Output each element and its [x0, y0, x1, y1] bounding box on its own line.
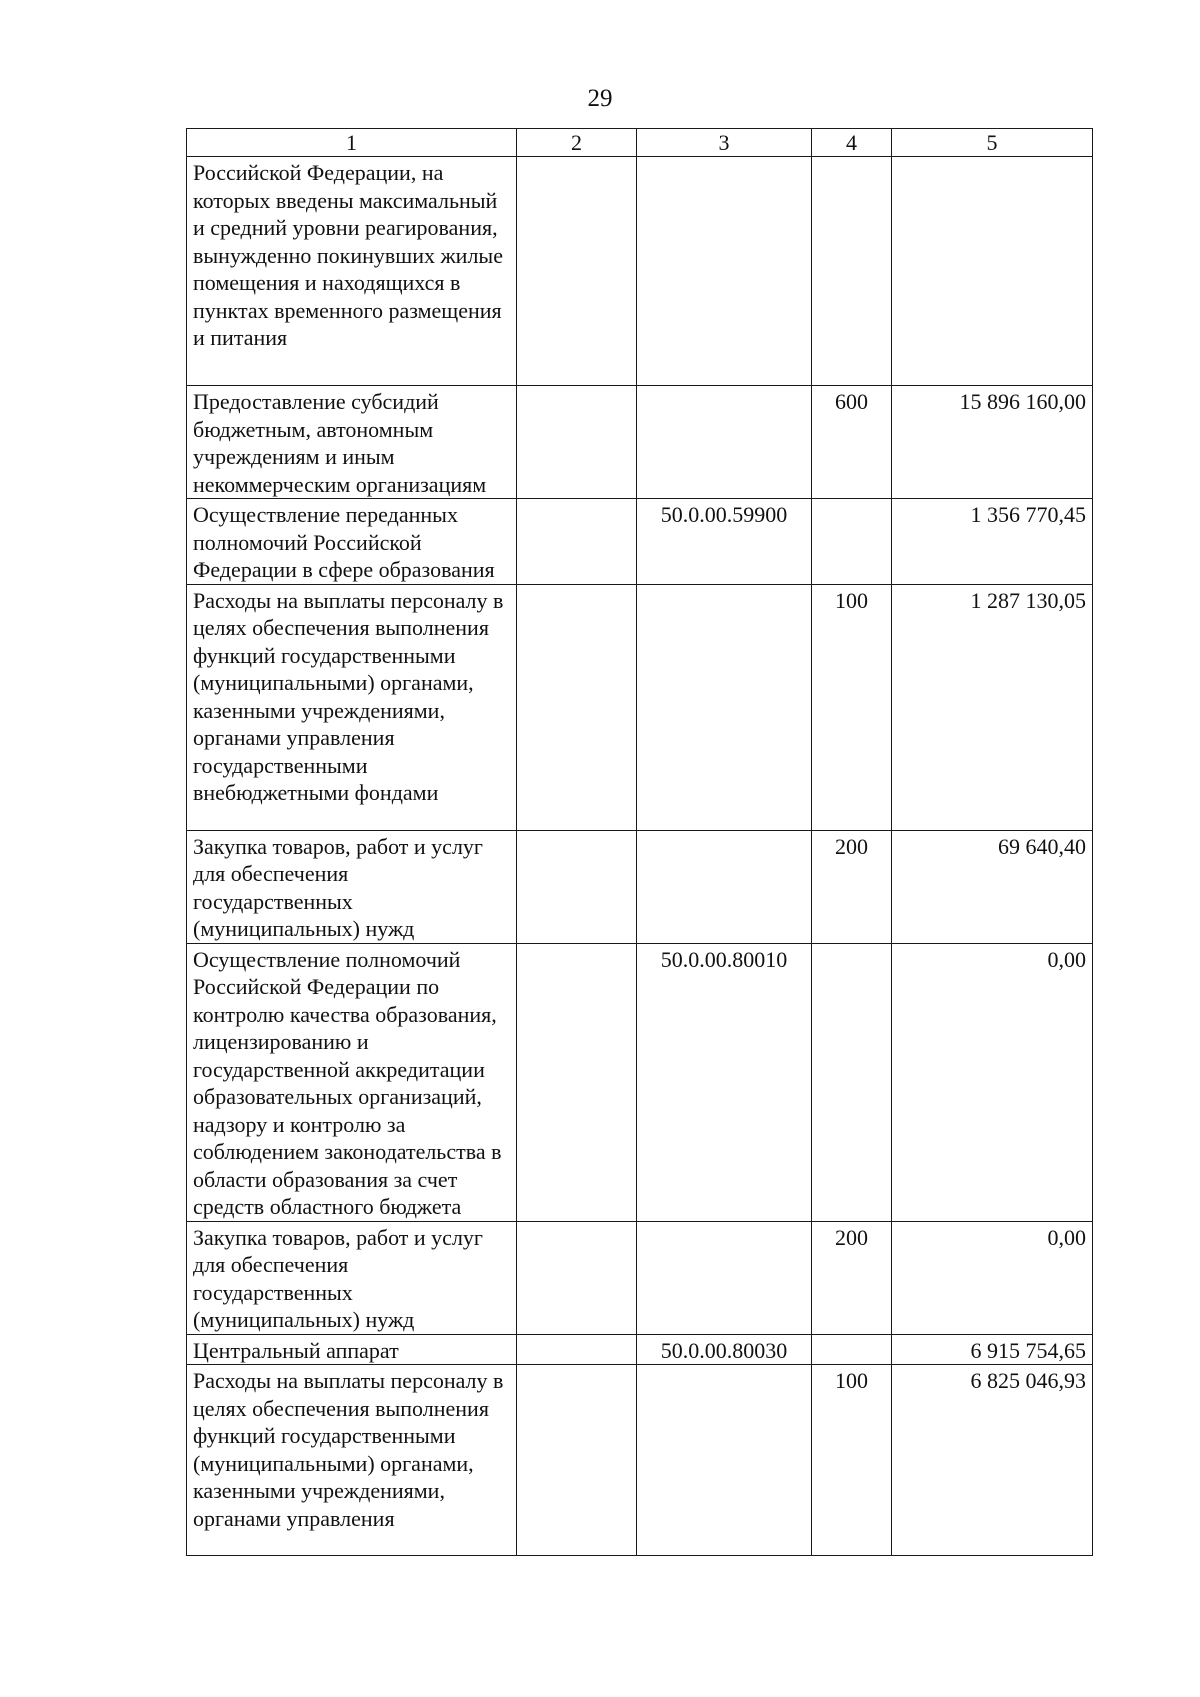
column-header: 3 — [637, 129, 812, 157]
table-row — [187, 386, 1093, 499]
expense-name-cell: Центральный аппарат — [187, 1334, 517, 1365]
target-code-cell — [637, 1365, 812, 1556]
column-header: 2 — [517, 129, 637, 157]
expense-type-cell — [812, 157, 892, 386]
column-2-cell — [517, 499, 637, 585]
expense-name-cell: Расходы на выплаты персоналу в целях обеспечения выполнения функций государственными (муниципальными) органами, казенными учреждениями, органами управления — [187, 1365, 517, 1556]
column-2-cell — [517, 386, 637, 499]
table-row — [187, 1221, 1093, 1334]
expense-name-cell: Закупка товаров, работ и услуг для обеспечения государственных (муниципальных) нужд — [187, 1221, 517, 1334]
expense-name-cell: Осуществление переданных полномочий Российской Федерации в сфере образования — [187, 499, 517, 585]
amount-cell: 6 825 046,93 — [892, 1365, 1093, 1556]
amount-cell: 15 896 160,00 — [892, 386, 1093, 499]
column-header: 4 — [812, 129, 892, 157]
amount-cell: 69 640,40 — [892, 830, 1093, 943]
table-row — [187, 157, 1093, 386]
target-code-cell — [637, 1221, 812, 1334]
column-2-cell — [517, 1221, 637, 1334]
expense-name-cell: Расходы на выплаты персоналу в целях обеспечения выполнения функций государственными (муниципальными) органами, казенными учреждениями, органами управления государственными внебюджетными фондами — [187, 584, 517, 830]
target-code-cell: 50.0.00.59900 — [637, 499, 812, 585]
column-2-cell — [517, 157, 637, 386]
column-2-cell — [517, 1334, 637, 1365]
expense-name-cell: Российской Федерации, на которых введены максимальный и средний уровни реагирования, вынужденно покинувших жилые помещения и находящихся в пунктах временного размещения и питания — [187, 157, 517, 386]
column-2-cell — [517, 1365, 637, 1556]
table-row — [187, 584, 1093, 830]
column-2-cell — [517, 830, 637, 943]
budget-table — [186, 128, 1093, 1556]
target-code-cell — [637, 584, 812, 830]
column-2-cell — [517, 584, 637, 830]
amount-cell: 1 356 770,45 — [892, 499, 1093, 585]
table-row — [187, 499, 1093, 585]
table-row — [187, 830, 1093, 943]
expense-type-cell: 200 — [812, 830, 892, 943]
expense-name-cell: Осуществление полномочий Российской Федерации по контролю качества образования, лицензированию и государственной аккредитации образовательных организаций, надзору и контролю за соблюдением законодательства в области образования за счет средств областного бюджета — [187, 943, 517, 1221]
table-row — [187, 1365, 1093, 1556]
table-row — [187, 1334, 1093, 1365]
expense-type-cell — [812, 943, 892, 1221]
amount-cell — [892, 157, 1093, 386]
amount-cell: 1 287 130,05 — [892, 584, 1093, 830]
expense-type-cell: 200 — [812, 1221, 892, 1334]
target-code-cell — [637, 157, 812, 386]
expense-type-cell: 100 — [812, 1365, 892, 1556]
amount-cell: 0,00 — [892, 1221, 1093, 1334]
target-code-cell: 50.0.00.80030 — [637, 1334, 812, 1365]
table-row — [187, 943, 1093, 1221]
target-code-cell — [637, 830, 812, 943]
table-header-row — [187, 129, 1093, 157]
column-header: 1 — [187, 129, 517, 157]
target-code-cell: 50.0.00.80010 — [637, 943, 812, 1221]
expense-type-cell — [812, 1334, 892, 1365]
expense-name-cell: Закупка товаров, работ и услуг для обеспечения государственных (муниципальных) нужд — [187, 830, 517, 943]
column-header: 5 — [892, 129, 1093, 157]
page-number: 29 — [587, 85, 613, 112]
expense-name-cell: Предоставление субсидий бюджетным, автономным учреждениям и иным некоммерческим организациям — [187, 386, 517, 499]
column-2-cell — [517, 943, 637, 1221]
expense-type-cell: 100 — [812, 584, 892, 830]
amount-cell: 0,00 — [892, 943, 1093, 1221]
target-code-cell — [637, 386, 812, 499]
amount-cell: 6 915 754,65 — [892, 1334, 1093, 1365]
expense-type-cell: 600 — [812, 386, 892, 499]
expense-type-cell — [812, 499, 892, 585]
